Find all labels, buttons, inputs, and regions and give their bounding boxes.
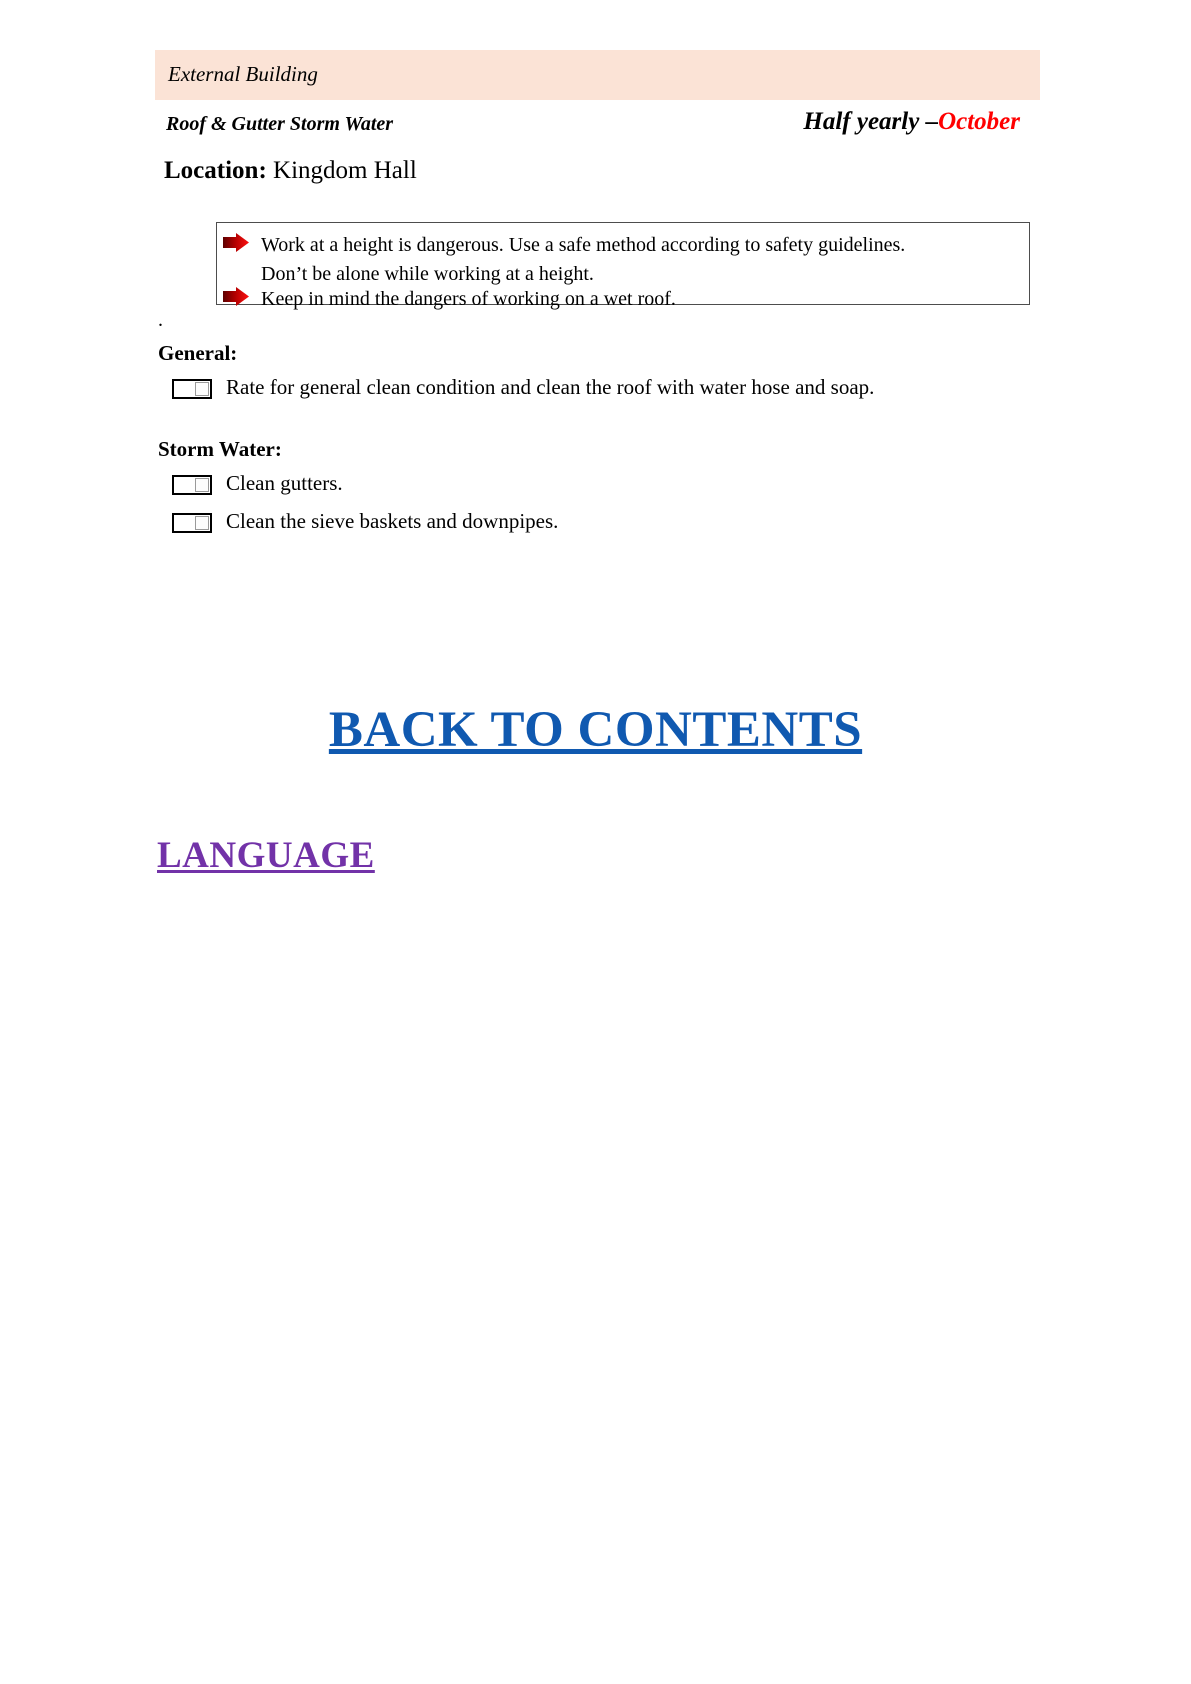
- back-to-contents-container: [0, 700, 1191, 760]
- location-label: Location:: [164, 157, 267, 184]
- checkbox-icon[interactable]: [172, 475, 212, 495]
- header-band: [155, 50, 1040, 100]
- frequency-month: October: [938, 108, 1020, 135]
- safety-warning-box: [216, 222, 1030, 310]
- warning-text: [261, 285, 1019, 314]
- location-row: [164, 155, 417, 187]
- location-value: Kingdom Hall: [273, 157, 417, 184]
- section-heading-storm-water: Storm Water:: [158, 437, 282, 461]
- stray-mark: .: [158, 309, 163, 331]
- frequency-label: [803, 107, 1020, 137]
- language-link-container: [157, 833, 375, 879]
- back-to-contents-link[interactable]: BACK TO CONTENTS: [328, 702, 863, 758]
- checkbox-icon[interactable]: [172, 513, 212, 533]
- warning-line-2: Don’t be alone while working at a height.: [261, 263, 594, 285]
- warning-line-1: Keep in mind the dangers of working on a wet roof.: [261, 288, 676, 310]
- section-heading-general: General:: [158, 341, 238, 365]
- checklist-item-label: Clean the sieve baskets and downpipes.: [226, 509, 559, 533]
- title-row: [166, 108, 1040, 145]
- frequency-prefix: Half yearly –: [803, 108, 939, 135]
- warning-line-1: Work at a height is dangerous. Use a safe method according to safety guidelines.: [261, 234, 906, 256]
- checkbox-icon[interactable]: [172, 379, 212, 399]
- checklist-item-label: Rate for general clean condition and clean the roof with water hose and soap.: [226, 375, 875, 399]
- red-arrow-icon: [223, 287, 249, 306]
- red-arrow-icon: [223, 233, 249, 252]
- warning-text: [261, 231, 1019, 289]
- checklist-item-label: Clean gutters.: [226, 471, 343, 495]
- language-link[interactable]: LANGUAGE: [157, 835, 375, 876]
- header-band-label: External Building: [168, 62, 318, 86]
- document-subtitle: Roof & Gutter Storm Water: [166, 113, 394, 135]
